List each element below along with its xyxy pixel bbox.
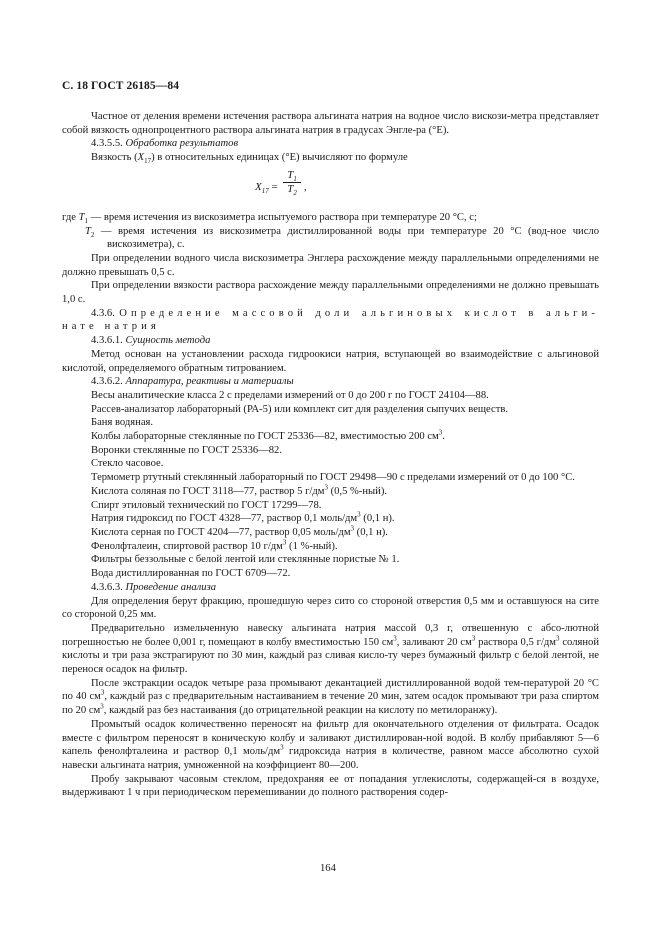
text-run: Промытый осадок количественно переносят на фильтр для окончательного отделения от фильтрата. Осадок вместе с фильтром переносят в коническую колбу и заливают дистиллирован-ной водой. В колбу прибавляют 5—6 капель фенолфталеина и раствор 0,1 моль/дм xyxy=(62,718,599,758)
variable: T xyxy=(287,182,294,195)
text-run: Фенолфталеин, спиртовой раствор 10 г/дм xyxy=(91,540,283,552)
list-item: Фильтры беззольные с белой лентой или стеклянные пористые № 1. xyxy=(91,554,400,566)
fraction xyxy=(283,169,301,196)
superscript: 3 xyxy=(357,510,361,519)
paragraph: Метод основан на установлении расхода гидроокиси натрия, вступающей во взаимодействие с альгиновой кислотой, определяемого обратным титрованием. xyxy=(62,348,599,374)
subscript: 17 xyxy=(261,187,269,195)
text-run: — время истечения из вискозиметра испытуемого раствора при температуре 20 °С, с; xyxy=(87,211,477,223)
text-run: Кислота серная по ГОСТ 4204—77, раствор 0,05 моль/дм xyxy=(91,526,351,538)
text-run: соляной кислоты и три раза экстрагируют по 30 мин, каждый раз сливая кисло-ту через бумажный фильтр с белой лентой, не перенося осадок на фильтр. xyxy=(62,636,600,676)
paragraph xyxy=(62,151,599,165)
section-heading xyxy=(62,307,599,334)
subscript: 2 xyxy=(90,230,95,239)
page-header: С. 18 ГОСТ 26185—84 xyxy=(62,80,180,92)
superscript: 3 xyxy=(324,483,328,492)
list-item: Весы аналитические класса 2 с пределами измерений от 0 до 200 г по ГОСТ 24104—88. xyxy=(91,389,489,401)
text-run: После экстракции осадок четыре раза промывают декантацией дистиллированной водой тем-пературой 20 °С по 40 см xyxy=(62,677,599,703)
text-run: — время истечения из вискозиметра дистиллированной воды при температуре 20 °С (вод-ное число вискозиметра), с. xyxy=(94,225,599,251)
list-item: Рассев-анализатор лабораторный (РА-5) или комплект сит для разделения сыпучих веществ. xyxy=(91,403,509,415)
section-number: 4.3.5.5. xyxy=(91,138,123,150)
section-title: Обработка результатов xyxy=(125,138,239,150)
list-item: Вода дистиллированная по ГОСТ 6709—72. xyxy=(91,568,291,580)
superscript: 3 xyxy=(556,634,560,643)
paragraph: При определении вязкости раствора расхождение между параллельными определениями не должно превышать 1,0 с. xyxy=(62,280,599,306)
list-item xyxy=(62,430,599,444)
paragraph xyxy=(62,622,599,677)
paragraph xyxy=(62,677,599,718)
paragraph: Для определения берут фракцию, прошедшую через сито со стороной отверстия 0,5 мм и оставшуюся на сите со стороной 0,25 мм. xyxy=(62,595,599,621)
text-run: (0,5 %-ный). xyxy=(327,485,388,497)
text-run: раствора 0,5 г/дм xyxy=(475,636,557,648)
section-heading xyxy=(62,375,599,389)
paragraph: Частное от деления времени истечения раствора альгината натрия на водное число вискози-метра представляет собой вязкость однопроцентного раствора альгината натрия в градусах Энгле-ра (°Е). xyxy=(62,111,599,136)
superscript: 3 xyxy=(350,524,355,533)
section-title: Определение массовой доли альгиновых кислот в альги-нате натрия xyxy=(62,307,600,333)
section-title: Сущность метода xyxy=(125,335,211,347)
fraction-denominator xyxy=(283,183,301,196)
subscript: 1 xyxy=(84,216,88,225)
paragraph: При определении водного числа вискозиметра Энглера расхождение между параллельными определениями не должно превышать 0,5 с. xyxy=(62,252,599,278)
equals-sign: = xyxy=(268,180,278,193)
text-run: Колбы лабораторные стеклянные по ГОСТ 25336—82, вместимостью 200 см xyxy=(91,431,439,443)
text-run: Натрия гидроксид по ГОСТ 4328—77, раствор 0,1 моль/дм xyxy=(91,513,358,525)
section-heading xyxy=(62,137,599,151)
text-run: Предварительно измельченную навеску альгината натрия массой 0,3 г, отвешенную с абсо-лютной погрешностью не более 0,001 г, помещают в колбу вместимостью 150 см xyxy=(62,622,599,648)
page-number: 164 xyxy=(320,863,336,874)
where-clause xyxy=(62,211,599,225)
variable: T xyxy=(287,168,294,181)
list-item: Спирт этиловый технический по ГОСТ 17299—78. xyxy=(91,499,322,511)
subscript: 1 xyxy=(293,175,297,183)
section-number: 4.3.6.3. xyxy=(91,581,123,593)
text-run: , каждый раз без настаивания (до отрицательной реакции на кислоту по метилоранжу). xyxy=(103,705,498,717)
where-clause xyxy=(62,225,599,252)
list-item: Воронки стеклянные по ГОСТ 25336—82. xyxy=(91,444,282,456)
section-number: 4.3.6. xyxy=(91,307,115,319)
superscript: 3 xyxy=(100,702,104,711)
section-heading xyxy=(62,581,599,595)
text-run: . xyxy=(442,431,445,443)
list-item: Баня водяная. xyxy=(91,417,154,429)
superscript: 3 xyxy=(393,634,397,643)
list-item xyxy=(62,512,599,526)
text-run: (0,1 н). xyxy=(354,526,388,538)
text-run: (1 %-ный). xyxy=(286,540,338,552)
list-item xyxy=(62,540,599,554)
variable: T xyxy=(78,211,85,223)
superscript: 3 xyxy=(438,428,443,437)
list-item: Стекло часовое. xyxy=(91,458,164,470)
variable: X xyxy=(255,180,262,193)
text-run: , каждый раз с предварительным настаиванием в течение 20 мин, затем осадок промывают три раза спиртом по 20 см xyxy=(62,691,599,717)
paragraph xyxy=(62,718,599,773)
section-heading xyxy=(62,334,599,348)
subscript: 17 xyxy=(144,157,152,166)
formula xyxy=(62,165,599,211)
section-title: Проведение анализа xyxy=(125,581,217,593)
text-run: Кислота соляная по ГОСТ 3118—77, раствор 5 г/дм xyxy=(91,485,325,497)
fraction-numerator xyxy=(283,169,301,183)
paragraph: Пробу закрывают часовым стеклом, предохраняя ее от попадания углекислоты, содержащей-ся в воздухе, выдерживают 1 ч при периодическом перемешивании до полного растворения содер- xyxy=(62,773,599,799)
formula-comma: , xyxy=(304,181,307,193)
superscript: 3 xyxy=(471,634,476,643)
text-run: (0,1 н). xyxy=(360,513,395,525)
text-run: гидроксида натрия в количестве, равном массе абсолютно сухой навески альгината натрия, умноженной на коэффициент 80—200. xyxy=(62,746,599,771)
text-run: Вязкость ( xyxy=(91,152,138,164)
variable: X xyxy=(137,152,145,164)
list-item: Термометр ртутный стеклянный лабораторный по ГОСТ 29498—90 с пределами измерений от 0 до 100 °С. xyxy=(91,472,575,484)
variable: T xyxy=(85,225,91,237)
subscript: 2 xyxy=(293,189,297,197)
text-run: где xyxy=(62,211,79,223)
list-item xyxy=(62,485,599,499)
section-number: 4.3.6.2. xyxy=(91,376,123,388)
list-item xyxy=(62,526,599,540)
superscript: 3 xyxy=(282,538,287,547)
section-number: 4.3.6.1. xyxy=(91,335,123,347)
text-run: ) в относительных единицах (°Е) вычисляют по формуле xyxy=(151,152,408,164)
section-title: Аппаратура, реактивы и материалы xyxy=(125,376,294,388)
formula-lhs xyxy=(255,181,278,195)
document-body xyxy=(62,110,599,800)
superscript: 3 xyxy=(280,743,284,752)
text-run: , заливают 20 см xyxy=(396,636,472,648)
superscript: 3 xyxy=(100,688,105,697)
